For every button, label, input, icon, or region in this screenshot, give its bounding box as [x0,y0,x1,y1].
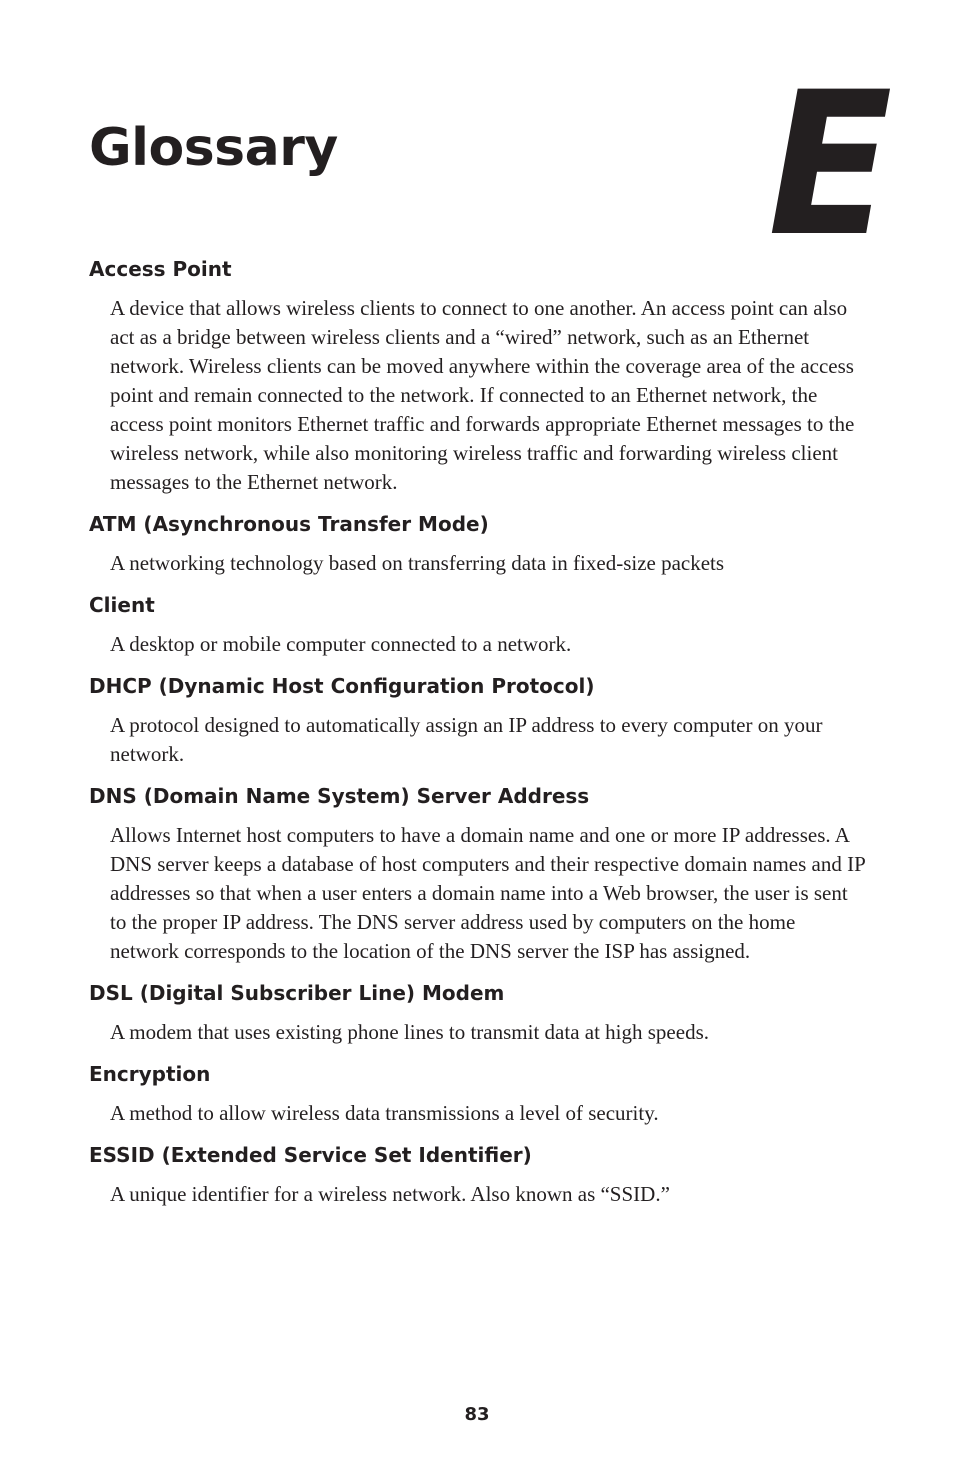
glossary-entry [89,1060,865,1128]
glossary-definition: A protocol designed to automatically assign an IP address to every computer on your network. [110,713,823,766]
glossary-entry [89,255,865,497]
glossary-definition: Allows Internet host computers to have a domain name and one or more IP addresses. A DNS server keeps a database of host computers and their respective domain names and IP addresses so that when a user enters a domain name into a Web browser, the user is sent to the proper IP address. The DNS server address used by computers on the home network corresponds to the location of the DNS server the ISP has assigned. [110,823,865,963]
glossary-definition: A method to allow wireless data transmissions a level of security. [110,1101,659,1125]
glossary-definition: A networking technology based on transferring data in fixed-size packets [110,551,725,575]
glossary-term: Client [89,593,155,617]
glossary-term: Encryption [89,1062,211,1086]
glossary-entry [89,782,865,966]
glossary-definition: A unique identifier for a wireless network. Also known as “SSID.” [110,1182,670,1206]
chapter-letter: E [768,49,893,280]
glossary-entry [89,979,865,1047]
glossary-definition: A desktop or mobile computer connected to a network. [110,632,572,656]
page-title: Glossary [89,118,338,178]
glossary-term: ATM (Asynchronous Transfer Mode) [89,512,489,536]
glossary-term: DNS (Domain Name System) Server Address [89,784,590,808]
glossary-term: DSL (Digital Subscriber Line) Modem [89,981,505,1005]
glossary-list [89,255,865,1222]
glossary-definition: A modem that uses existing phone lines to transmit data at high speeds. [110,1020,709,1044]
glossary-term: DHCP (Dynamic Host Configuration Protocol) [89,674,595,698]
glossary-entry [89,510,865,578]
glossary-entry [89,672,865,769]
glossary-entry [89,1141,865,1209]
glossary-entry [89,591,865,659]
glossary-term: Access Point [89,257,232,281]
glossary-definition: A device that allows wireless clients to connect to one another. An access point can also act as a bridge between wireless clients and a “wired” network, such as an Ethernet network. Wireless clients can be moved anywhere within the coverage area of the access point and remain connected to the network. If connected to an Ethernet network, the access point monitors Ethernet traffic and forwards appropriate Ethernet messages to the wireless network, while also monitoring wireless traffic and forwarding wireless client messages to the Ethernet network. [110,296,855,494]
page-number: 83 [464,1404,490,1425]
glossary-term: ESSID (Extended Service Set Identifier) [89,1143,532,1167]
